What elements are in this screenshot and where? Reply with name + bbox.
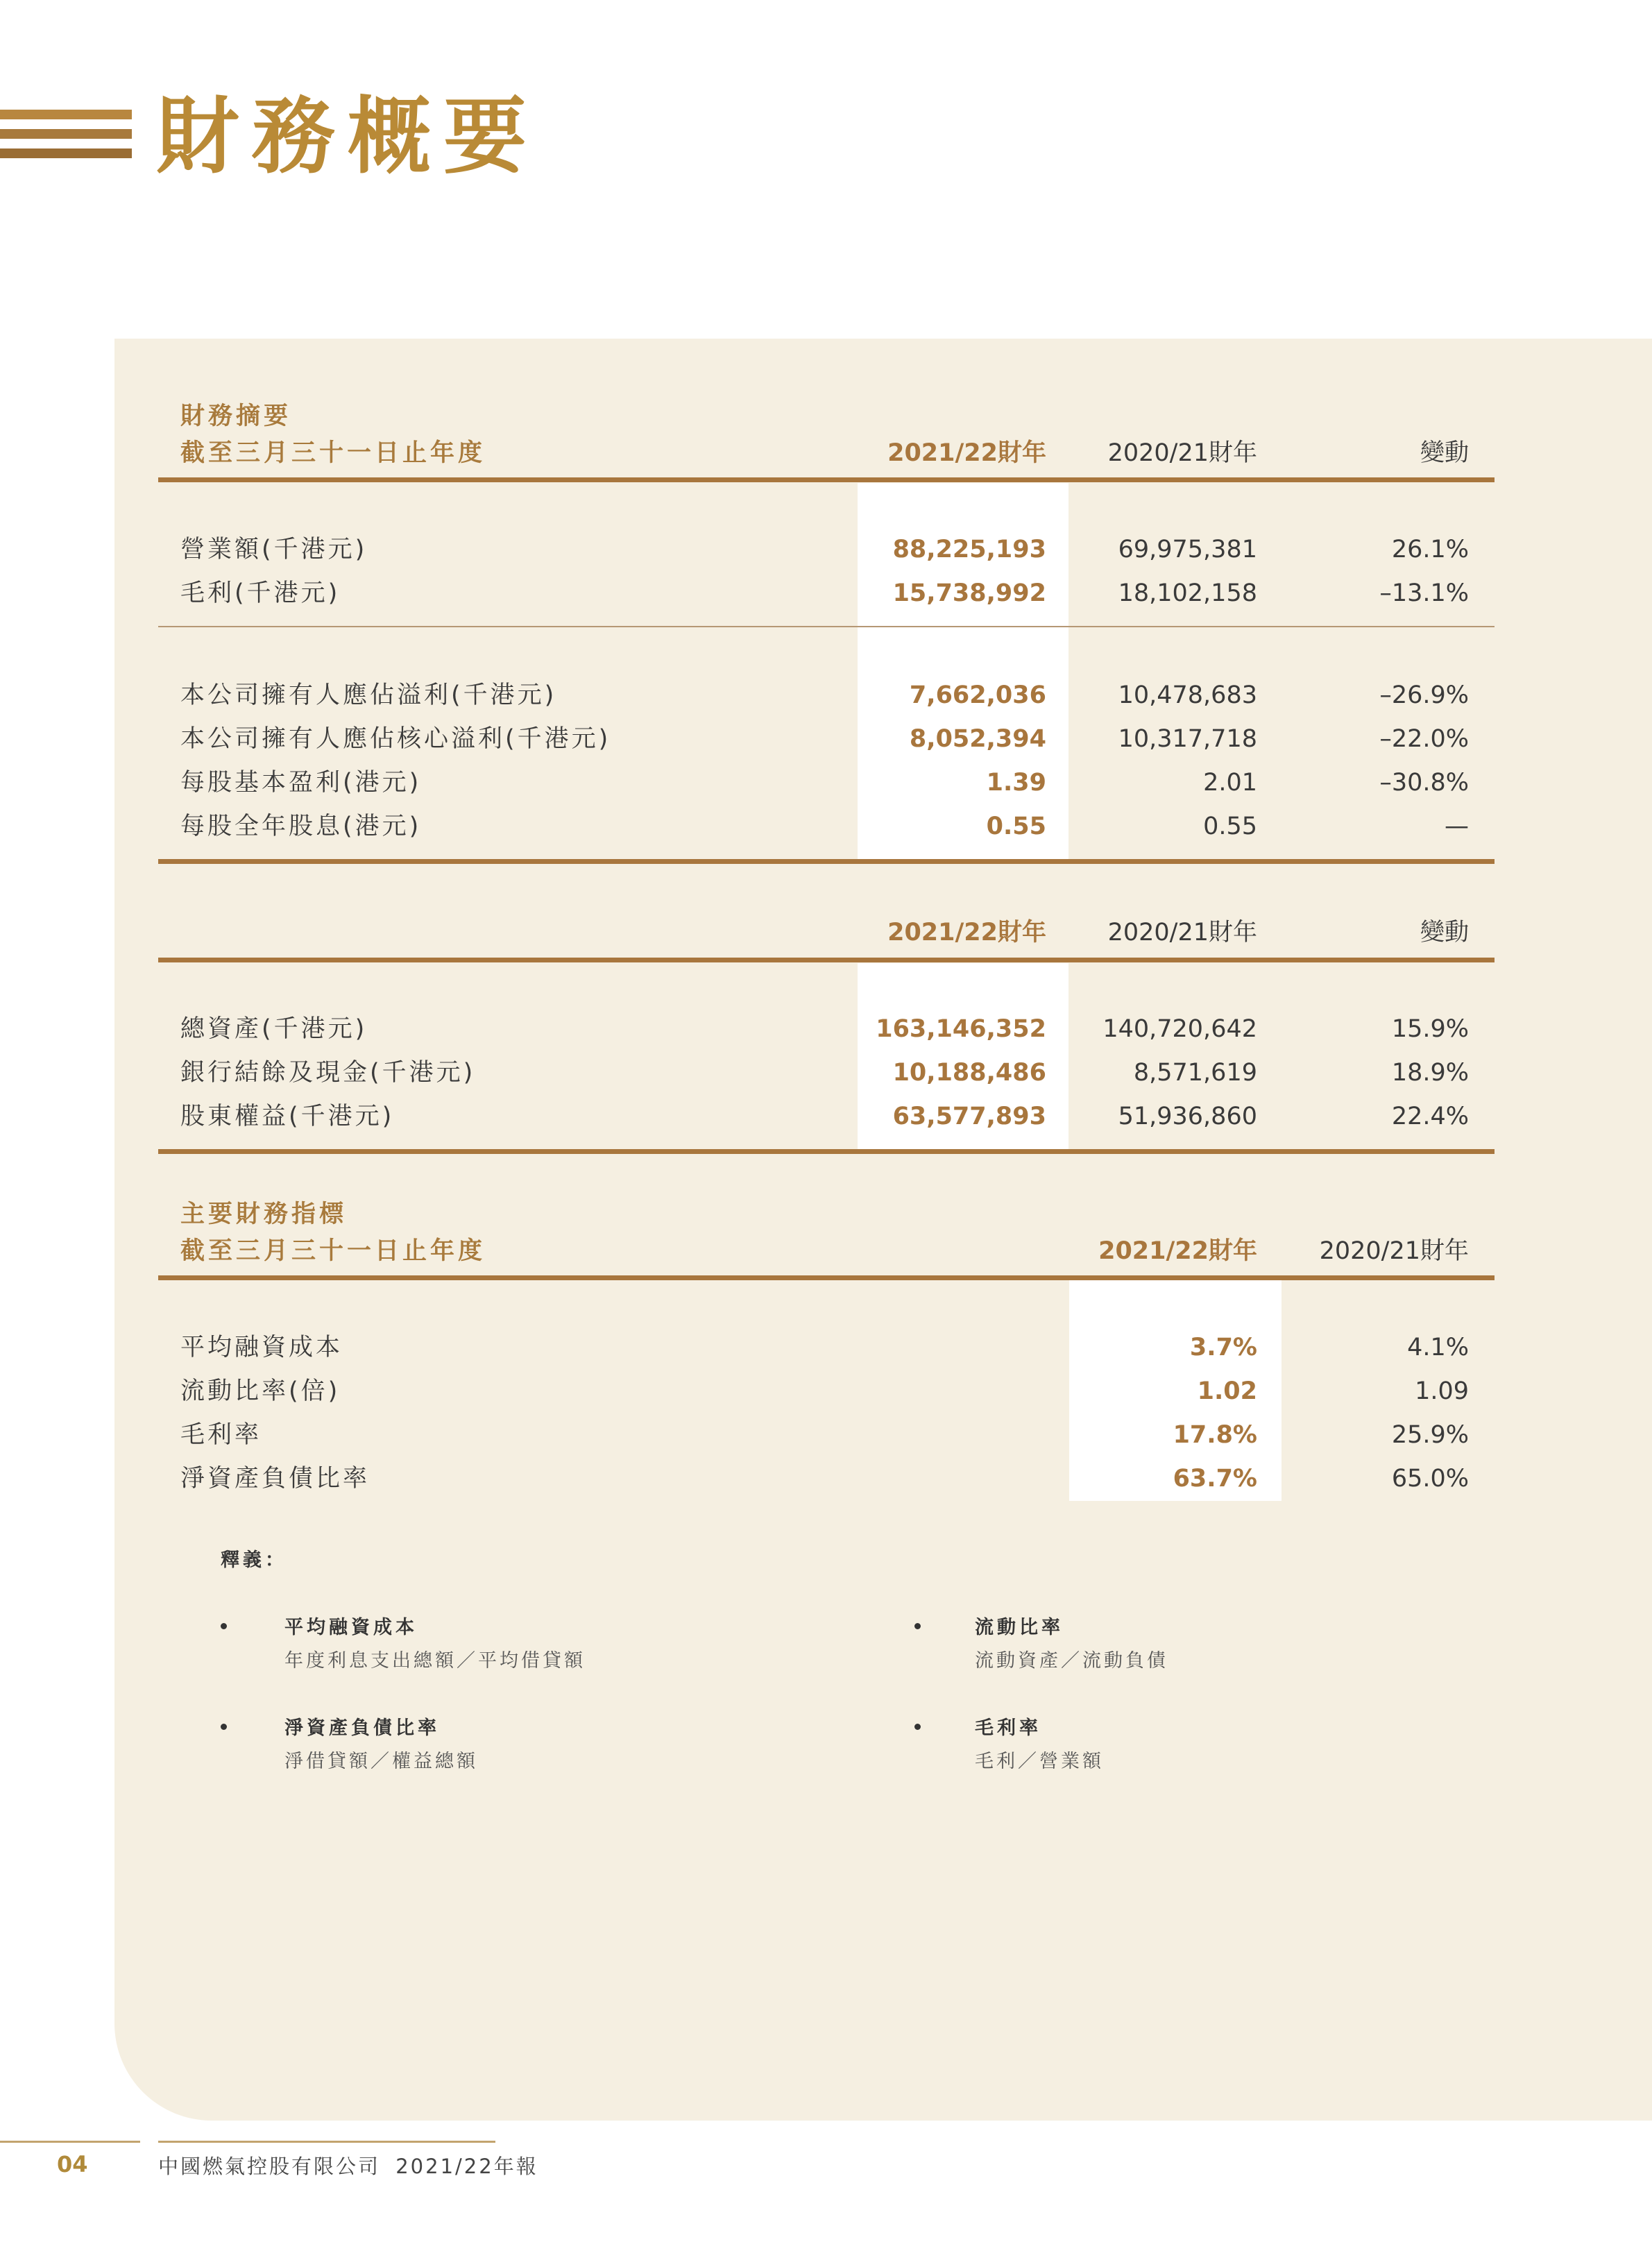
row-label: 淨資產負債比率 xyxy=(180,1465,371,1493)
definition-term: 淨資產負債比率 xyxy=(284,1717,440,1739)
row-label: 本公司擁有人應佔溢利(千港元) xyxy=(180,681,557,709)
row-change: –26.9% xyxy=(1379,681,1469,709)
row-prior: 140,720,642 xyxy=(1102,1015,1257,1043)
row-current: 15,738,992 xyxy=(892,579,1046,607)
divider xyxy=(158,477,1495,482)
row-label: 流動比率(倍) xyxy=(180,1377,341,1405)
row-prior: 4.1% xyxy=(1407,1334,1469,1361)
divider xyxy=(158,626,1495,627)
title-decoration xyxy=(0,110,132,168)
row-prior: 18,102,158 xyxy=(1118,579,1257,607)
row-prior: 1.09 xyxy=(1415,1377,1469,1405)
bullet-icon xyxy=(914,1623,921,1629)
footer-rule xyxy=(0,2141,140,2143)
row-label: 總資產(千港元) xyxy=(180,1015,368,1043)
row-current: 63.7% xyxy=(1173,1465,1257,1493)
row-prior: 65.0% xyxy=(1391,1465,1469,1493)
row-change: 18.9% xyxy=(1391,1059,1469,1087)
row-prior: 25.9% xyxy=(1391,1421,1469,1449)
divider xyxy=(158,1275,1495,1280)
bullet-icon xyxy=(221,1724,227,1730)
summary-subheading: 截至三月三十一日止年度 xyxy=(180,439,486,467)
row-label: 本公司擁有人應佔核心溢利(千港元) xyxy=(180,725,611,753)
row-prior: 10,317,718 xyxy=(1118,725,1257,753)
footer-report: 2021/22年報 xyxy=(395,2155,538,2178)
bullet-icon xyxy=(221,1623,227,1629)
row-current: 1.02 xyxy=(1197,1377,1257,1405)
row-label: 銀行結餘及現金(千港元) xyxy=(180,1059,476,1087)
row-current: 88,225,193 xyxy=(892,536,1046,563)
bullet-icon xyxy=(914,1724,921,1730)
row-current: 0.55 xyxy=(986,813,1046,840)
footer-rule xyxy=(158,2141,495,2143)
row-current: 7,662,036 xyxy=(909,681,1046,709)
row-change: 26.1% xyxy=(1391,536,1469,563)
row-prior: 8,571,619 xyxy=(1133,1059,1257,1087)
definition-formula: 流動資產／流動負債 xyxy=(975,1650,1168,1672)
definitions-heading: 釋義： xyxy=(221,1549,287,1571)
row-change: –22.0% xyxy=(1379,725,1469,753)
page-title: 財務概要 xyxy=(156,89,539,185)
col-current: 2021/22財年 xyxy=(887,439,1046,467)
definition-formula: 年度利息支出總額／平均借貸額 xyxy=(284,1650,586,1672)
row-label: 營業額(千港元) xyxy=(180,536,368,563)
row-current: 8,052,394 xyxy=(909,725,1046,753)
row-prior: 51,936,860 xyxy=(1118,1103,1257,1130)
divider xyxy=(158,859,1495,864)
row-prior: 10,478,683 xyxy=(1118,681,1257,709)
row-change: 22.4% xyxy=(1391,1103,1469,1130)
col-change: 變動 xyxy=(1420,439,1469,467)
row-label: 每股全年股息(港元) xyxy=(180,813,422,840)
summary-heading: 財務摘要 xyxy=(180,402,292,430)
definition-formula: 淨借貸額／權益總額 xyxy=(284,1751,478,1772)
col-change: 變動 xyxy=(1420,919,1469,946)
divider xyxy=(158,958,1495,962)
col-current: 2021/22財年 xyxy=(1098,1237,1257,1265)
definition-term: 毛利率 xyxy=(975,1717,1041,1739)
row-current: 1.39 xyxy=(986,769,1046,797)
footer-company: 中國燃氣控股有限公司 xyxy=(158,2155,381,2178)
row-change: –13.1% xyxy=(1379,579,1469,607)
row-current: 163,146,352 xyxy=(876,1015,1046,1043)
footer-publication xyxy=(158,2151,538,2180)
col-prior: 2020/21財年 xyxy=(1107,919,1257,946)
page-number: 04 xyxy=(57,2151,88,2177)
row-current: 17.8% xyxy=(1173,1421,1257,1449)
col-prior: 2020/21財年 xyxy=(1319,1237,1469,1265)
col-current: 2021/22財年 xyxy=(887,919,1046,946)
row-change: 15.9% xyxy=(1391,1015,1469,1043)
definition-formula: 毛利／營業額 xyxy=(975,1751,1104,1772)
row-prior: 0.55 xyxy=(1203,813,1257,840)
divider xyxy=(158,1149,1495,1154)
definition-term: 平均融資成本 xyxy=(284,1617,418,1638)
row-change: –30.8% xyxy=(1379,769,1469,797)
indicators-heading: 主要財務指標 xyxy=(180,1200,348,1228)
indicators-subheading: 截至三月三十一日止年度 xyxy=(180,1237,486,1265)
row-label: 毛利率 xyxy=(180,1421,262,1449)
definition-term: 流動比率 xyxy=(975,1617,1064,1638)
row-label: 每股基本盈利(港元) xyxy=(180,769,422,797)
row-current: 3.7% xyxy=(1189,1334,1257,1361)
row-prior: 2.01 xyxy=(1203,769,1257,797)
row-label: 平均融資成本 xyxy=(180,1334,343,1361)
row-change: — xyxy=(1445,813,1469,840)
row-current: 63,577,893 xyxy=(892,1103,1046,1130)
row-label: 股東權益(千港元) xyxy=(180,1103,395,1130)
row-label: 毛利(千港元) xyxy=(180,579,341,607)
row-current: 10,188,486 xyxy=(892,1059,1046,1087)
row-prior: 69,975,381 xyxy=(1118,536,1257,563)
col-prior: 2020/21財年 xyxy=(1107,439,1257,467)
